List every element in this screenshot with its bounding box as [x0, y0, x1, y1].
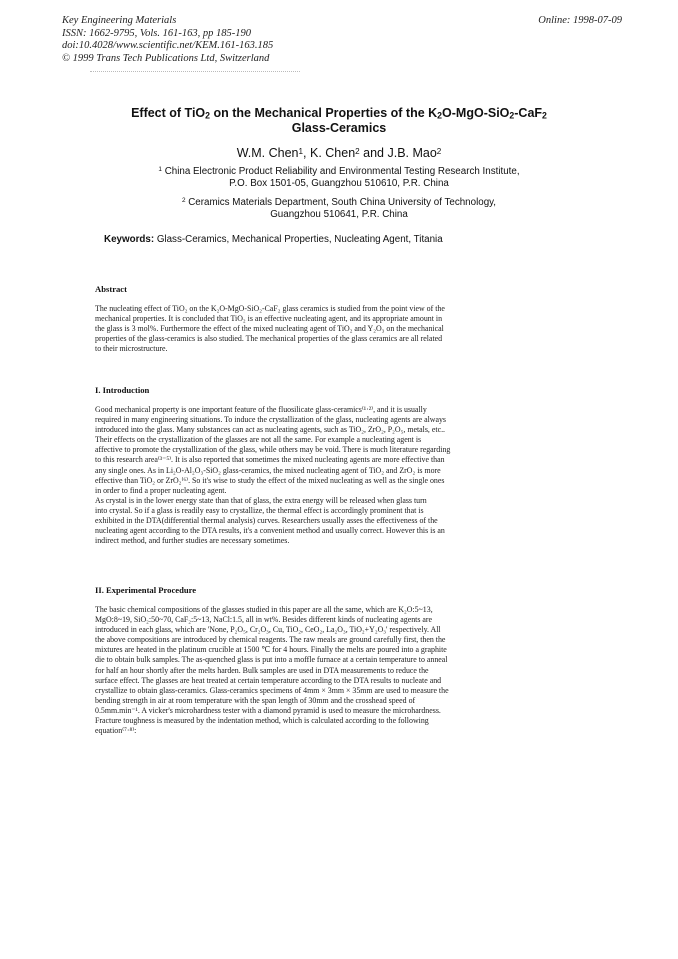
text-line: to this research area⁽³⁻⁵⁾. It is also reported that sometimes the mixed nucleating agents are more effective than: [95, 455, 445, 465]
introduction-body: [95, 405, 585, 546]
text-line: The basic chemical compositions of the glasses studied in this paper are all the same, which are K₂O:5~13,: [95, 605, 433, 614]
text-line: introduced into the glass. Many substances can act as nucleating agents, such as TiO₂, ZrO₂, P₂O₅, metals, etc..: [95, 425, 446, 435]
doi-line: doi:10.4028/www.scientific.net/KEM.161-163.185: [62, 40, 274, 51]
text-line: indirect method, and further studies are necessary sometimes.: [95, 536, 290, 546]
affiliation-2: $^2$ Ceramics Materials Department, South China University of Technology, Guangzhou 510641, P.R. China: [181, 197, 497, 220]
text-line: equation⁽⁷·⁸⁾:: [95, 726, 137, 736]
experimental-heading: II. Experimental Procedure: [95, 585, 197, 595]
journal-name: Key Engineering Materials: [62, 15, 177, 26]
journal-header: [62, 15, 622, 65]
text-line: the above compositions are introduced by chemical reagents. The raw meals are ground carefully first, then the: [95, 635, 446, 645]
text-line: mechanical properties. It is concluded that TiO₂ is an effective nucleating agent, and its appropriate amount in: [95, 314, 443, 324]
text-line: introduced in each glass, which are 'None, P₂O₅, Cr₂O₃, Cu, TiO₂, CeO₂, La₂O₃, TiO₂+Y₂O₃' respectively. All: [95, 625, 441, 635]
text-line: crystallize to obtain glass-ceramics. Glass-ceramics specimens of 4mm × 3mm × 35mm are used to measure the: [95, 685, 449, 695]
text-line: exhibited in the DTA(differential thermal analysis) curves. Researchers usually asses the effectiveness of the: [95, 516, 438, 526]
paper-title: [60, 106, 618, 136]
text-line: mixtures are heated in the platinum crucible at 1500 ℃ for 4 hours. Finally the melts are poured into a graphite: [95, 645, 447, 655]
author-list: W.M. Chen$^1$, K. Chen$^2$ and J.B. Mao$^2$: [236, 146, 442, 160]
introduction-heading: I. Introduction: [95, 385, 150, 395]
text-line: any single ones. As in Li₂O-Al₂O₃-SiO₂ glass-ceramics, the mixed nucleating agent of TiO₂ and ZrO₂ is more: [95, 465, 441, 475]
text-line: MgO:8~19, SiO₂:50~70, CaF₂:5~13, NaCl:1.5, all in wt%. Besides different kinds of nucleating agents are: [95, 615, 433, 625]
text-line: in order to find a proper nucleating agent.: [95, 485, 227, 495]
text-line: effective than TiO₂ or ZrO₂⁽⁶⁾. So it's wise to study the effect of the mixed nucleating as well as the single ones: [95, 475, 445, 485]
keywords-label: Keywords:: [104, 234, 155, 245]
title-line-1: Effect of TiO$_2$ on the Mechanical Properties of the $K_2O-MgO-SiO_2-CaF_2$: [131, 106, 547, 121]
text-line: the glass is 3 mol%. Furthermore the effect of the mixed nucleating agent of TiO₂ and Y₂O₃ on the mechanical: [95, 324, 444, 334]
text-line: for half an hour shortly after the melts harden. Bulk samples are used in DTA measurements to reduce the: [95, 665, 429, 675]
text-line: 0.5mm.min⁻¹. A vicker's microhardness tester with a diamond pyramid is used to measure the microhardness.: [95, 705, 441, 715]
text-line: As crystal is in the lower energy state than that of glass, the extra energy will be released when glass turn: [95, 495, 427, 505]
text-line: surface effect. The glasses are heat treated at certain temperature according to the DTA results to nucleate and: [95, 675, 442, 685]
copyright-line: © 1999 Trans Tech Publications Ltd, Switzerland: [62, 52, 270, 64]
abstract-body: [95, 304, 585, 354]
text-line: to their microstructure.: [95, 344, 168, 354]
text-line: die to obtain bulk samples. The as-quenched glass is put into a moffle furnace at a certain temperature to anneal: [95, 655, 448, 665]
text-line: The nucleating effect of TiO₂ on the K₂O-MgO-SiO₂-CaF₂ glass ceramics is studied from the point view of the: [95, 304, 445, 313]
keywords-text: Glass-Ceramics, Mechanical Properties, Nucleating Agent, Titania: [154, 234, 443, 245]
text-line: nucleating agent according to the DTA results, it's a convenient method and usually correct. However this is an: [95, 526, 445, 536]
faint-divider: [90, 71, 300, 76]
text-line: Their effects on the crystallization of the glasses are not all the same. For example a nucleating agent is: [95, 435, 422, 445]
abstract-heading: Abstract: [95, 284, 127, 294]
text-line: Fracture toughness is measured by the indentation method, which is calculated according to the following: [95, 716, 429, 726]
text-line: affective to promote the crystallization of the glass, while others may be void. There is much literature regarding: [95, 445, 451, 455]
issn-line: ISSN: 1662-9795, Vols. 161-163, pp 185-190: [62, 27, 251, 39]
title-line-2: Glass-Ceramics: [291, 121, 387, 135]
keywords: [104, 234, 624, 245]
text-line: required in many engineering situations. To induce the crystallization of the glass, nucleating agents are always: [95, 415, 446, 425]
text-line: Good mechanical property is one important feature of the fluosilicate glass-ceramics⁽¹·²⁾, and it is usually: [95, 405, 427, 414]
experimental-body: [95, 605, 585, 736]
text-line: bending strength in air at room temperature with the span length of 30mm and the crosshead speed of: [95, 695, 416, 705]
affiliation-1: $^1$ China Electronic Product Reliability and Environmental Testing Research Institute, P.O. Box 1501-05, Guangzhou 510610, P.R. China: [158, 166, 520, 189]
text-line: into crystal. So if a glass is readily easy to crystallize, the thermal effect is accordingly prominent that is: [95, 505, 424, 515]
text-line: properties of the glass-ceramics is also studied. The mechanical properties of the glass ceramics are all related: [95, 334, 443, 344]
online-date: Online: 1998-07-09: [538, 15, 622, 26]
